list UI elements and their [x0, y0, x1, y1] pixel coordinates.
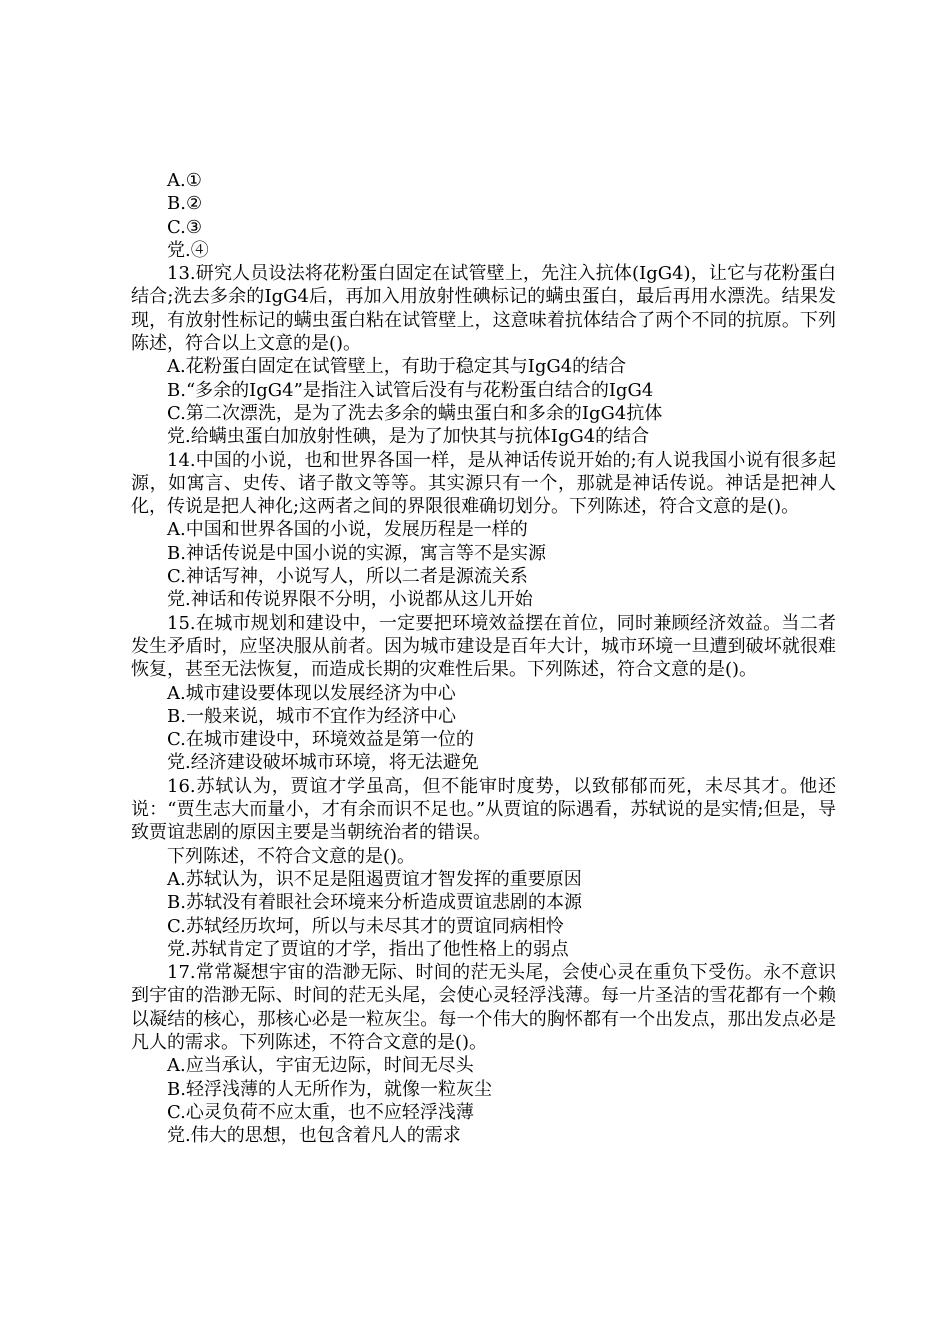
question-16-prompt: 下列陈述，不符合文意的是()。	[167, 845, 416, 867]
question-14-option-b: B.神话传说是中国小说的实源，寓言等不是实源	[167, 542, 546, 564]
document-body	[131, 169, 836, 1147]
question-17-stem: 17.常常凝想宇宙的浩渺无际、时间的茫无头尾，会使心灵在重负下受伤。永不意识到宇宙的浩渺无际、时间的茫无头尾，会使心灵轻浮浅薄。每一片圣洁的雪花都有一个赖以凝结的核心，那核心必是一粒灰尘。每一个伟大的胸怀都有一个出发点，那出发点必是凡人的需求。下列陈述，不符合文意的是()。	[131, 962, 836, 1053]
question-15-stem: 15.在城市规划和建设中，一定要把环境效益摆在首位，同时兼顾经济效益。当二者发生矛盾时，应坚决服从前者。因为城市建设是百年大计，城市环境一旦遭到破坏就很难恢复，甚至无法恢复，而造成长期的灾难性后果。下列陈述，符合文意的是()。	[131, 612, 836, 681]
question-15-option-c: C.在城市建设中，环境效益是第一位的	[167, 729, 474, 751]
question-15-option-a: A.城市建设要体现以发展经济为中心	[167, 682, 456, 704]
question-14-option-d: 党.神话和传说界限不分明，小说都从这儿开始	[167, 589, 533, 611]
question-13-option-a: A.花粉蛋白固定在试管壁上，有助于稳定其与IgG4的结合	[167, 356, 627, 378]
question-16-option-d: 党.苏轼肯定了贾谊的才学，指出了他性格上的弱点	[167, 938, 569, 960]
question-14-option-c: C.神话写神，小说写人，所以二者是源流关系	[167, 566, 528, 588]
question-13-stem: 13.研究人员设法将花粉蛋白固定在试管壁上，先注入抗体(IgG4)，让它与花粉蛋白结合;洗去多余的IgG4后，再加入用放射性碘标记的螨虫蛋白，最后再用水漂洗。结果发现，有放射性标记的螨虫蛋白粘在试管壁上，这意味着抗体结合了两个不同的抗原。下列陈述，符合以上文意的是()。	[131, 263, 836, 355]
option-a: A.①	[167, 170, 202, 191]
question-16-stem: 16.苏轼认为，贾谊才学虽高，但不能审时度势，以致郁郁而死，未尽其才。他还说：“贾生志大而量小，才有余而识不足也。”从贾谊的际遇看，苏轼说的是实情;但是，导致贾谊悲剧的原因主要是当朝统治者的错误。	[131, 775, 836, 844]
question-16-option-b: B.苏轼没有着眼社会环境来分析造成贾谊悲剧的本源	[167, 892, 582, 914]
option-d: 党.④	[167, 239, 209, 261]
question-16-option-a: A.苏轼认为，识不足是阻遏贾谊才智发挥的重要原因	[167, 868, 582, 890]
question-14-option-a: A.中国和世界各国的小说，发展历程是一样的	[167, 519, 528, 541]
question-13-option-b: B.“多余的IgG4”是指注入试管后没有与花粉蛋白结合的IgG4	[167, 379, 654, 401]
question-17-option-b: B.轻浮浅薄的人无所作为，就像一粒灰尘	[167, 1078, 492, 1100]
question-13-option-d: 党.给螨虫蛋白加放射性碘，是为了加快其与抗体IgG4的结合	[167, 426, 650, 448]
question-13-option-c: C.第二次漂洗，是为了洗去多余的螨虫蛋白和多余的IgG4抗体	[167, 402, 663, 424]
question-15-option-b: B.一般来说，城市不宜作为经济中心	[167, 705, 456, 727]
question-17-option-c: C.心灵负荷不应太重，也不应轻浮浅薄	[167, 1101, 474, 1123]
option-b: B.②	[167, 193, 203, 215]
question-17-option-d: 党.伟大的思想，也包含着凡人的需求	[167, 1125, 461, 1147]
question-16-option-c: C.苏轼经历坎坷，所以与未尽其才的贾谊同病相怜	[167, 915, 564, 937]
question-17-option-a: A.应当承认，宇宙无边际，时间无尽头	[167, 1055, 474, 1077]
option-c: C.③	[167, 216, 202, 238]
question-15-option-d: 党.经济建设破坏城市环境，将无法避免	[167, 752, 479, 774]
question-14-stem: 14.中国的小说，也和世界各国一样，是从神话传说开始的;有人说我国小说有很多起源，如寓言、史传、诸子散文等等。其实源只有一个，那就是神话传说。神话是把神人化，传说是把人神化;这两者之间的界限很难确切划分。下列陈述，符合文意的是()。	[131, 449, 836, 518]
